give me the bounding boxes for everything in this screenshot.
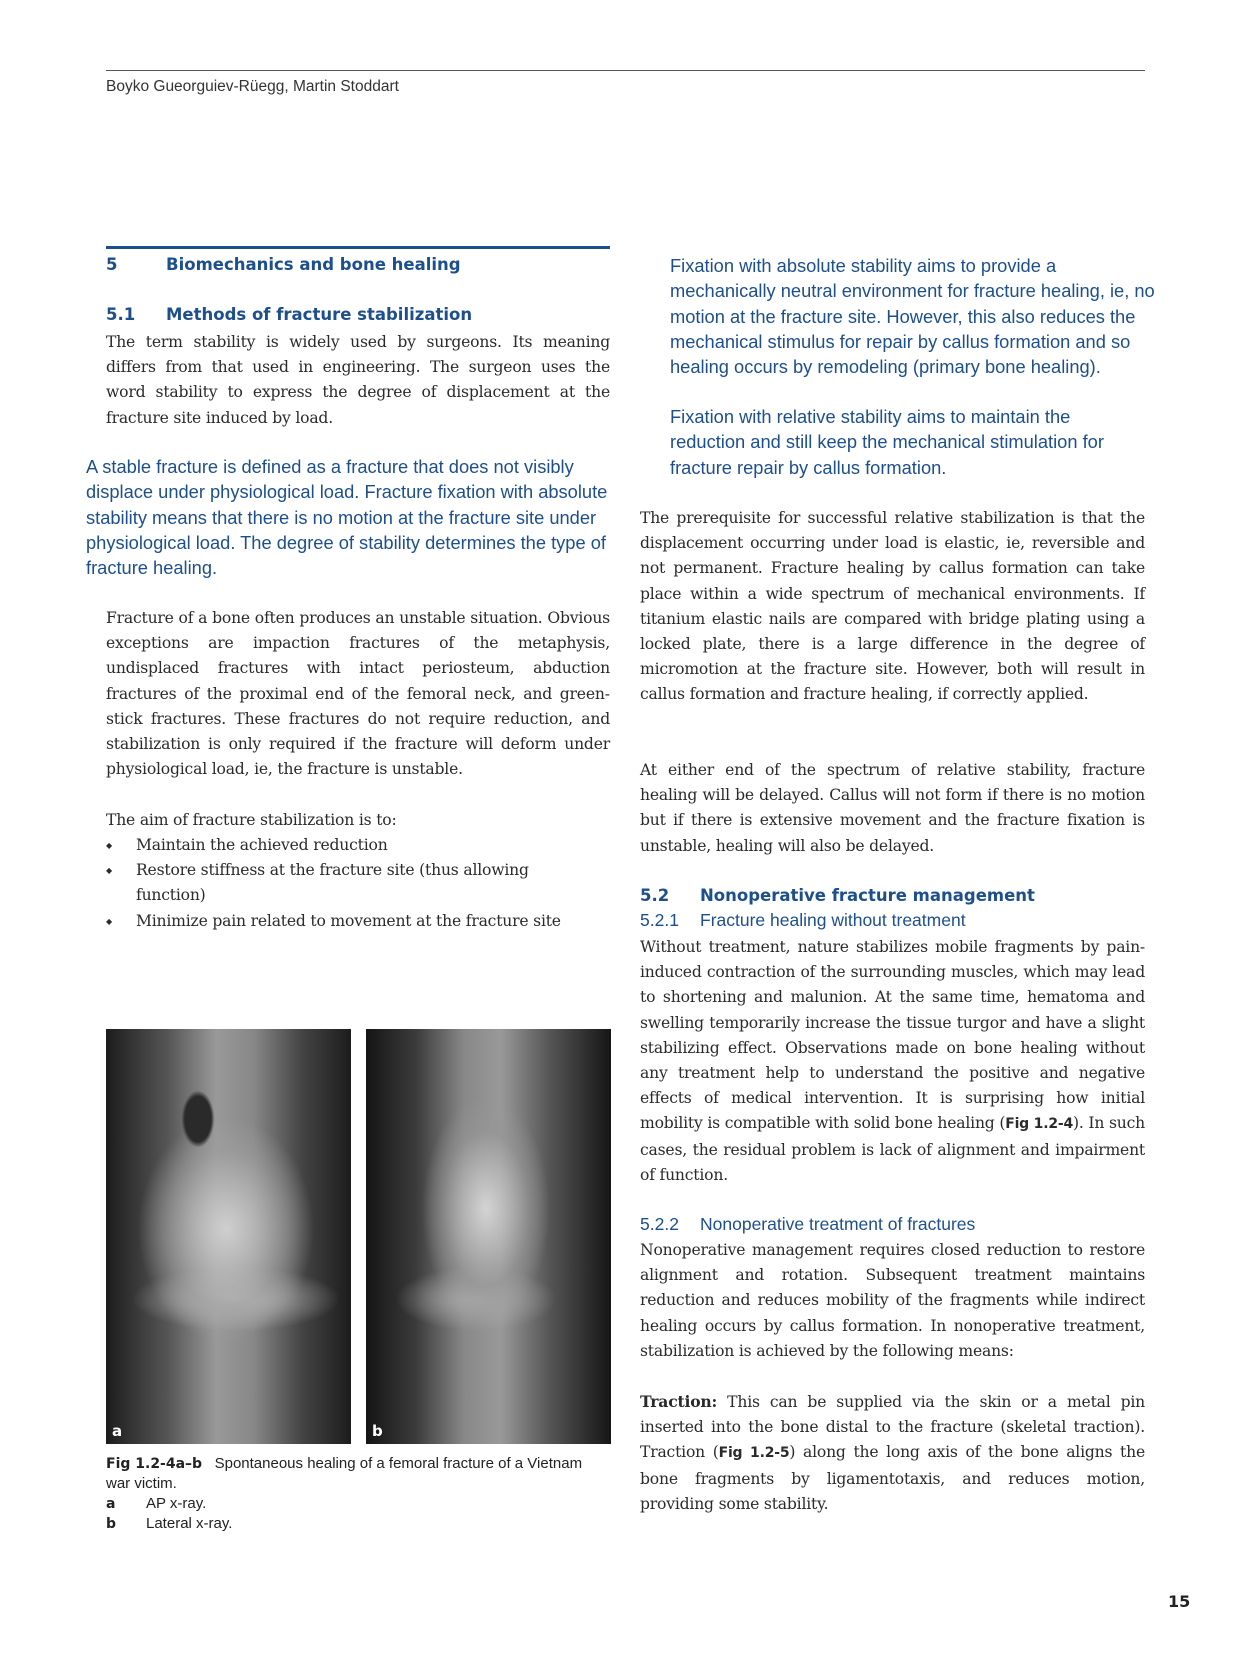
subsubsection-heading — [640, 1214, 975, 1235]
list-item: ◆ Maintain the achieved reduction — [106, 833, 610, 858]
caption-item — [106, 1514, 596, 1534]
highlight-paragraph: A stable fracture is defined as a fracture that does not visibly displace under physiological load. Fracture fixation with absolute stability means that there is no motion at the fracture site under physiological load. The degree of stability determines the type of fracture healing. — [86, 456, 608, 579]
xray-image-a — [106, 1029, 351, 1444]
subsubsection-heading — [640, 910, 966, 931]
paragraph — [640, 935, 1145, 1188]
header-rule — [106, 70, 1145, 71]
subsection-number: 5.1 — [106, 305, 136, 324]
paragraph — [640, 1389, 1145, 1517]
figure-caption — [106, 1454, 596, 1534]
caption-item-text: Lateral x-ray. — [146, 1515, 233, 1532]
section-heading — [106, 255, 461, 274]
section-number: 5 — [106, 255, 118, 274]
paragraph: Fracture of a bone often produces an unstable situation. Obvious exceptions are impaction fractures of the metaphysis, undisplaced fractures with intact periosteum, abduction fractures of the proximal end of the femoral neck, and greenstick fractures. These fractures do not require reduction, and stabilization is only required if the fracture will deform under physiological load, ie, the fracture is unstable. — [106, 609, 610, 779]
figure-ref: Fig 1.2-4a–b — [106, 1456, 203, 1472]
list-item: ◆ Minimize pain related to movement at the fracture site — [106, 909, 610, 934]
text: ). In such cases, the residual problem is lack of alignment and impairment of function. — [640, 1114, 1146, 1184]
section-rule — [106, 246, 610, 249]
caption-text: Spontaneous healing of a femoral fracture of a Vietnam war victim. — [106, 1455, 583, 1492]
paragraph: At either end of the spectrum of relative stability, fracture healing will be delayed. Callus will not form if there is no motion but if there is extensive movement and the fracture fixation is unstable, healing will also be delayed. — [640, 761, 1145, 855]
figure-label-b: b — [372, 1422, 383, 1440]
highlight-paragraph: Fixation with relative stability aims to maintain the reduction and still keep the mechanical stimulation for fracture repair by callus formation. — [670, 406, 1104, 478]
figure-reference[interactable]: Fig 1.2-4 — [1005, 1116, 1074, 1133]
subsubsection-number: 5.2.2 — [640, 1214, 679, 1234]
aim-intro: The aim of fracture stabilization is to: — [106, 811, 397, 829]
subsubsection-title: Fracture healing without treatment — [700, 910, 966, 930]
caption-item-text: AP x-ray. — [146, 1495, 207, 1512]
running-header-authors: Boyko Gueorguiev-Rüegg, Martin Stoddart — [106, 78, 399, 95]
figure-label-a: a — [112, 1422, 123, 1440]
subsubsection-title: Nonoperative treatment of fractures — [700, 1214, 976, 1234]
text: ) along the long axis of the bone aligns the bone fragments by ligamentotaxis, and reduces motion, providing some stability. — [640, 1443, 1145, 1513]
text: Without treatment, nature stabilizes mobile fragments by pain-induced contraction of the surrounding muscles, which may lead to shortening and malunion. At the same time, hematoma and swelling temporarily increase the tissue turgor and have a slight stabilizing effect. Observations made on bone healing without any treatment help to understand the positive and negative effects of medical intervention. It is surprising how initial mobility is compatible with solid bone healing ( — [640, 938, 1145, 1133]
list-item: ◆ Restore stiffness at the fracture site (thus allowing function) — [106, 858, 576, 908]
caption-key: a — [106, 1496, 116, 1512]
section-title: Biomechanics and bone healing — [166, 255, 461, 274]
subsection-heading — [106, 305, 472, 324]
subsection-title: Methods of fracture stabilization — [166, 305, 473, 324]
paragraph: The term stability is widely used by surgeons. Its meaning differs from that used in engineering. The surgeon uses the word stability to express the degree of displacement at the fracture site induced by load. — [106, 333, 610, 427]
aim-list — [106, 833, 610, 934]
subsection-heading — [640, 886, 1035, 905]
page-number: 15 — [1168, 1592, 1191, 1611]
xray-image-b — [366, 1029, 611, 1444]
subsection-number: 5.2 — [640, 886, 670, 905]
subsection-title: Nonoperative fracture management — [700, 886, 1035, 905]
subsubsection-number: 5.2.1 — [640, 910, 679, 930]
traction-label: Traction: — [640, 1392, 718, 1411]
caption-item — [106, 1494, 596, 1514]
paragraph: The prerequisite for successful relative stabilization is that the displacement occurring under load is elastic, ie, reversible and not permanent. Fracture healing by callus formation can take place within a wide spectrum of mechanical environments. If titanium elastic nails are compared with bridge plating using a locked plate, there is a large difference in the degree of micromotion at the fracture site. However, both will result in callus formation and fracture healing, if correctly applied. — [640, 509, 1145, 704]
highlight-paragraph: Fixation with absolute stability aims to provide a mechanically neutral environment for fracture healing, ie, no motion at the fracture site. However, this also reduces the mechanical stimulus for repair by callus formation and so healing occurs by remodeling (primary bone healing). — [670, 255, 1155, 378]
text: This can be supplied via the skin or a metal pin inserted into the bone distal to the fracture (skeletal traction). Traction ( — [640, 1393, 1145, 1462]
figure-reference[interactable]: Fig 1.2-5 — [718, 1445, 790, 1462]
paragraph: Nonoperative management requires closed reduction to restore alignment and rotation. Subsequent treatment maintains reduction and reduces mobility of the fragments while indirect healing occurs by callus formation. In nonoperative treatment, stabilization is achieved by the following means: — [640, 1241, 1145, 1360]
caption-key: b — [106, 1516, 117, 1532]
